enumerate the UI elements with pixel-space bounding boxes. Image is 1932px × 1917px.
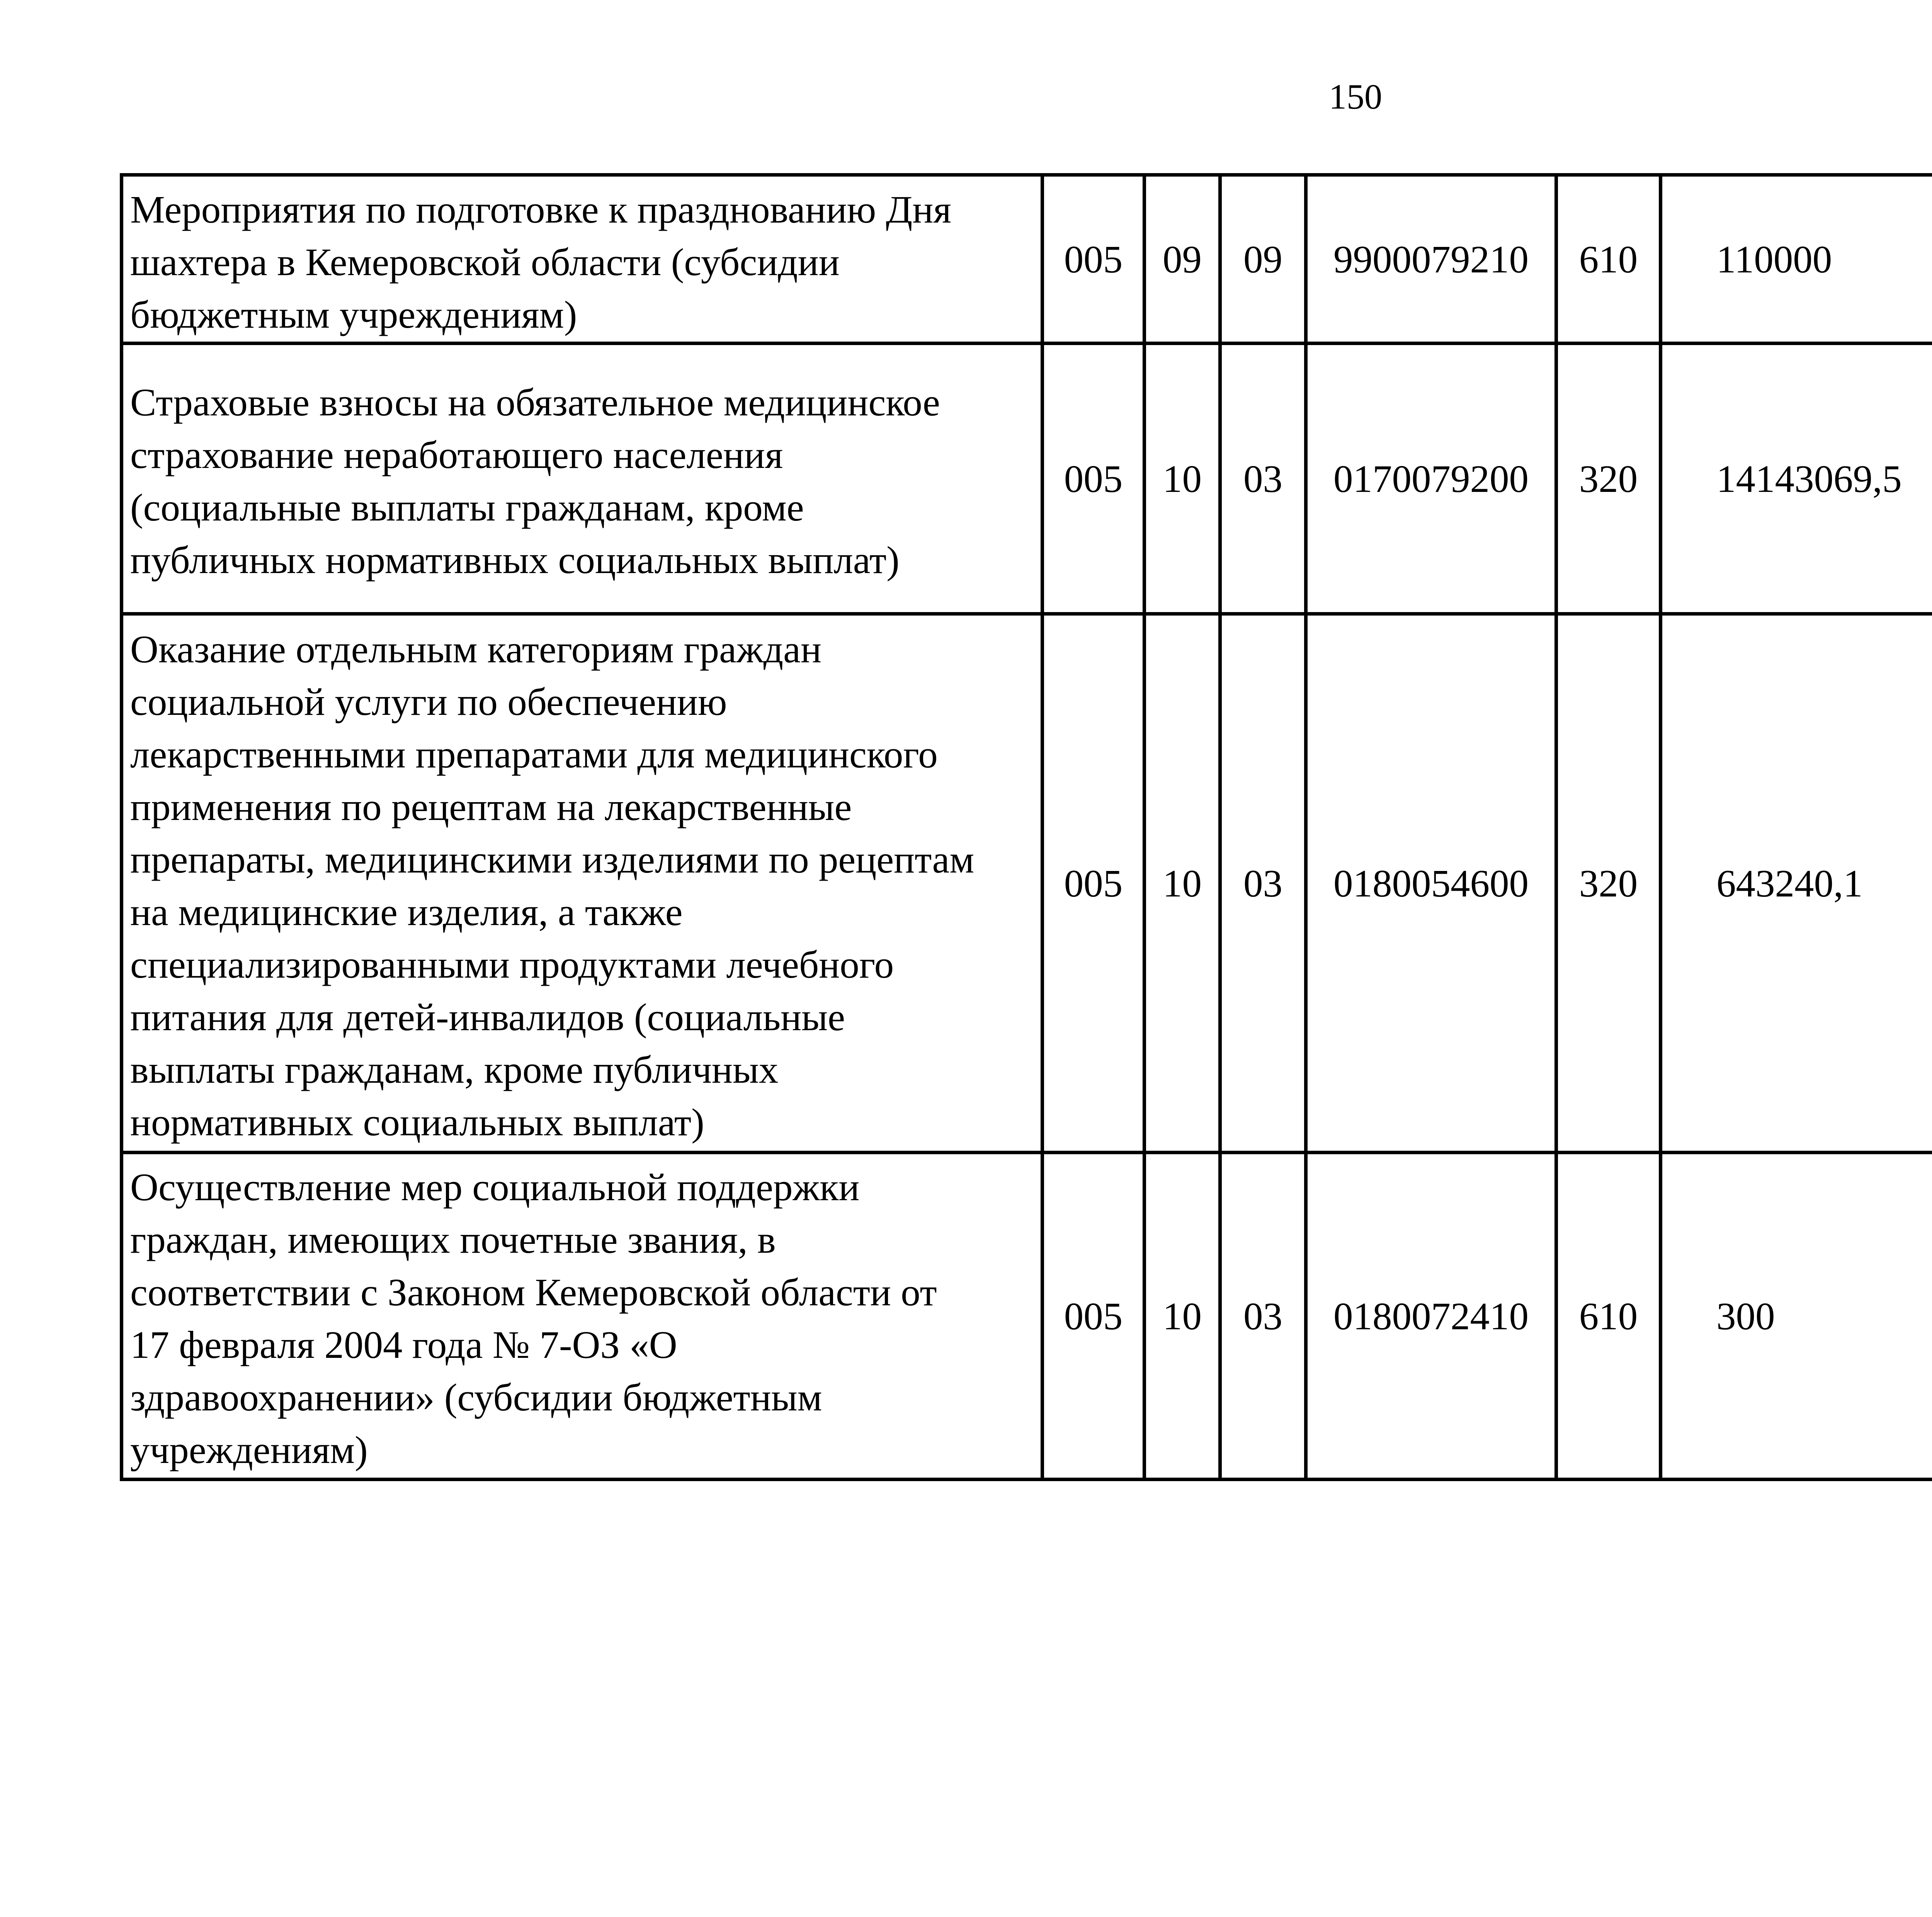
description-line: препараты, медицинскими изделиями по рецептам — [130, 837, 975, 881]
ministry-code: 005 — [1043, 175, 1145, 344]
description-line: социальной услуги по обеспечению — [130, 680, 727, 723]
description-line: страхование неработающего населения — [130, 433, 783, 476]
description-line: здравоохранении» (субсидии бюджетным — [130, 1375, 822, 1419]
description-line: Мероприятия по подготовке к празднованию Дня — [130, 187, 951, 231]
section-code: 10 — [1145, 614, 1220, 1153]
description-line: соответствии с Законом Кемеровской области от — [130, 1270, 937, 1314]
section-code: 10 — [1145, 1153, 1220, 1480]
description-line: шахтера в Кемеровской области (субсидии — [130, 240, 840, 284]
description-line: Оказание отдельным категориям граждан — [130, 627, 822, 671]
target-article-code: 0180072410 — [1306, 1153, 1556, 1480]
subsection-code: 03 — [1220, 1153, 1306, 1480]
target-article-code: 0180054600 — [1306, 614, 1556, 1153]
table-row — [122, 344, 1932, 614]
description-line: учреждениям) — [130, 1428, 368, 1471]
description-line: применения по рецептам на лекарственные — [130, 785, 852, 828]
expense-type-code: 610 — [1556, 1153, 1661, 1480]
ministry-code: 005 — [1043, 614, 1145, 1153]
description-line: нормативных социальных выплат) — [130, 1100, 704, 1144]
row-description — [122, 1153, 1043, 1480]
page-number: 150 — [1329, 77, 1382, 116]
row-description — [122, 175, 1043, 344]
subsection-code: 03 — [1220, 344, 1306, 614]
section-code: 10 — [1145, 344, 1220, 614]
description-line: Страховые взносы на обязательное медицинское — [130, 380, 940, 424]
table-row — [122, 614, 1932, 1153]
expense-type-code: 610 — [1556, 175, 1661, 344]
budget-table — [120, 173, 1932, 1481]
table-row — [122, 1153, 1932, 1480]
amount-year-1: 643240,1 — [1661, 614, 1932, 1153]
table-row — [122, 175, 1932, 344]
description-line: на медицинские изделия, а также — [130, 890, 683, 934]
amount-year-1: 14143069,5 — [1661, 344, 1932, 614]
section-code: 09 — [1145, 175, 1220, 344]
description-line: (социальные выплаты гражданам, кроме — [130, 485, 804, 529]
description-line: Осуществление мер социальной поддержки — [130, 1165, 860, 1209]
description-line: лекарственными препаратами для медицинского — [130, 732, 938, 776]
expense-type-code: 320 — [1556, 344, 1661, 614]
amount-year-1: 300 — [1661, 1153, 1932, 1480]
description-line: 17 февраля 2004 года № 7-ОЗ «О — [130, 1323, 677, 1366]
description-line: публичных нормативных социальных выплат) — [130, 538, 900, 582]
description-line: бюджетным учреждениям) — [130, 293, 577, 336]
row-description — [122, 614, 1043, 1153]
subsection-code: 03 — [1220, 614, 1306, 1153]
description-line: специализированными продуктами лечебного — [130, 942, 894, 986]
subsection-code: 09 — [1220, 175, 1306, 344]
target-article-code: 0170079200 — [1306, 344, 1556, 614]
description-line: выплаты гражданам, кроме публичных — [130, 1048, 779, 1091]
expense-type-code: 320 — [1556, 614, 1661, 1153]
row-description — [122, 344, 1043, 614]
amount-year-1: 110000 — [1661, 175, 1932, 344]
ministry-code: 005 — [1043, 1153, 1145, 1480]
description-line: питания для детей-инвалидов (социальные — [130, 995, 845, 1039]
ministry-code: 005 — [1043, 344, 1145, 614]
target-article-code: 9900079210 — [1306, 175, 1556, 344]
description-line: граждан, имеющих почетные звания, в — [130, 1218, 776, 1261]
